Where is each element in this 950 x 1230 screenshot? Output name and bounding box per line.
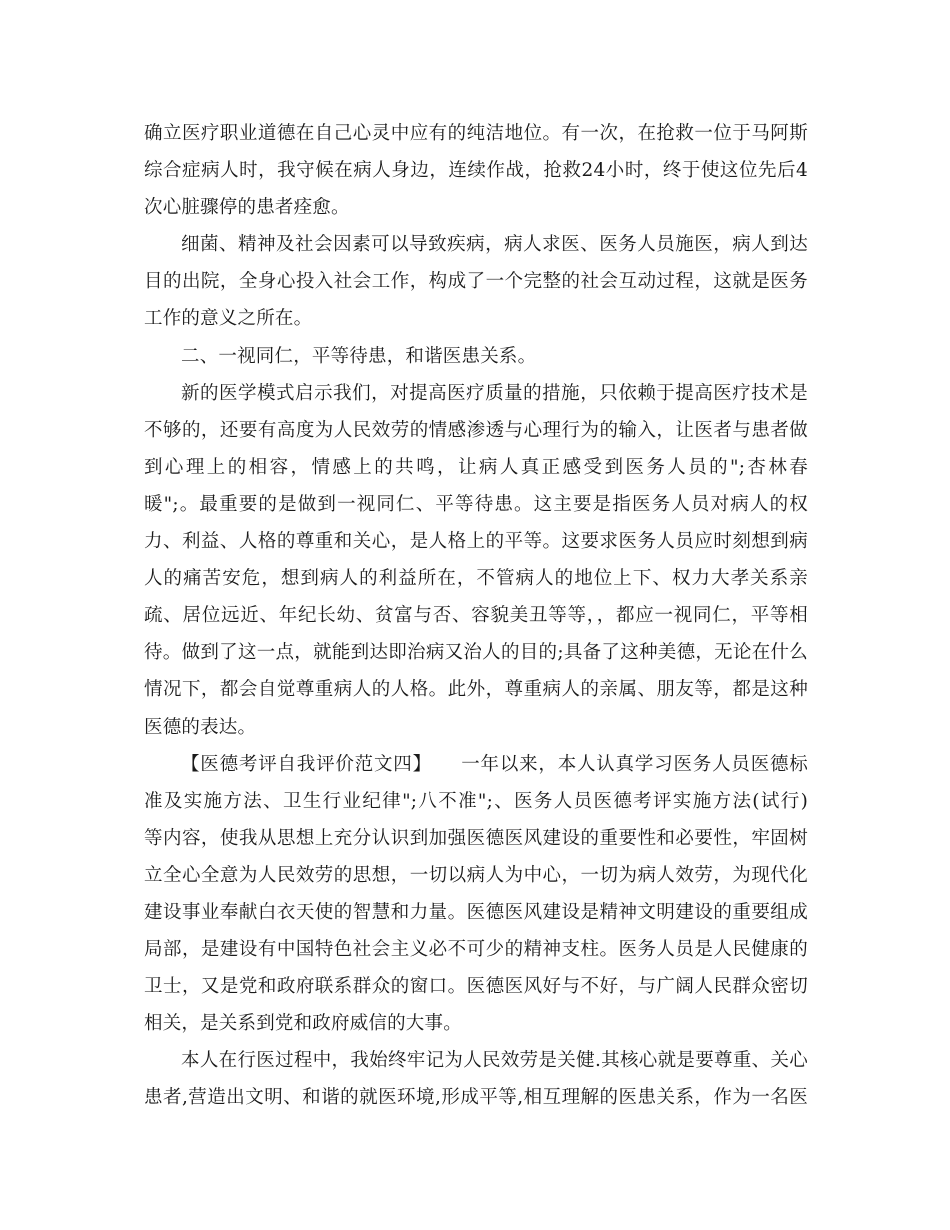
- text-line: 准及实施方法、卫生行业纪律";八不准";、医务人员医德考评实施方法(试行): [144, 790, 808, 812]
- text-line: 人的痛苦安危，想到病人的利益所在，不管病人的地位上下、权力大孝关系亲: [144, 568, 808, 590]
- text-line: 待。做到了这一点，就能到达即治病又治人的目的;具备了这种美德，无论在什么: [144, 642, 808, 664]
- text-line: 新的医学模式启示我们，对提高医疗质量的措施，只依赖于提高医疗技术是: [181, 382, 808, 404]
- text-line: 工作的意义之所在。: [144, 308, 313, 330]
- text-line: 立全心全意为人民效劳的思想，一切以病人为中心，一切为病人效劳，为现代化: [144, 864, 808, 886]
- text-line: 力、利益、人格的尊重和关心，是人格上的平等。这要求医务人员应时刻想到病: [144, 531, 808, 553]
- text-line: 确立医疗职业道德在自己心灵中应有的纯洁地位。有一次，在抢救一位于马阿斯: [144, 123, 808, 144]
- text-line: 卫士，又是党和政府联系群众的窗口。医德医风好与不好，与广阔人民群众密切: [144, 976, 808, 998]
- text-line: 等内容，使我从思想上充分认识到加强医德医风建设的重要性和必要性，牢固树: [144, 827, 808, 849]
- text-line: 不够的，还要有高度为人民效劳的情感渗透与心理行为的输入，让医者与患者做: [144, 419, 808, 441]
- text-line: 细菌、精神及社会因素可以导致疾病，病人求医、医务人员施医，病人到达: [181, 234, 808, 256]
- text-line: 疏、居位远近、年纪长幼、贫富与否、容貌美丑等等，，都应一视同仁，平等相: [144, 605, 808, 627]
- text-line: 局部，是建设有中国特色社会主义必不可少的精神支柱。医务人员是人民健康的: [144, 939, 808, 961]
- text-line: 患者,营造出文明、和谐的就医环境,形成平等,相互理解的医患关系，作为一名医: [144, 1087, 808, 1109]
- text-line: 暖";。最重要的是做到一视同仁、平等待患。这主要是指医务人员对病人的权: [144, 493, 808, 515]
- text-line: 【医德考评自我评价范文四】 一年以来，本人认真学习医务人员医德标: [181, 753, 808, 775]
- text-line: 综合症病人时，我守候在病人身边，连续作战，抢救24小时，终于使这位先后4: [144, 160, 808, 182]
- text-line: 建设事业奉献白衣天使的智慧和力量。医德医风建设是精神文明建设的重要组成: [144, 901, 808, 923]
- text-line: 医德的表达。: [144, 716, 257, 738]
- text-line: 本人在行医过程中，我始终牢记为人民效劳是关健.其核心就是要尊重、关心: [181, 1050, 808, 1072]
- section-heading: 二、一视同仁，平等待患，和谐医患关系。: [181, 345, 537, 367]
- text-line: 到心理上的相容，情感上的共鸣，让病人真正感受到医务人员的";杏林春: [144, 456, 808, 478]
- document-body: [144, 115, 808, 1117]
- text-line: 情况下，都会自觉尊重病人的人格。此外，尊重病人的亲属、朋友等，都是这种: [144, 679, 808, 701]
- text-line: 目的出院，全身心投入社会工作，构成了一个完整的社会互动过程，这就是医务: [144, 271, 808, 293]
- text-line: 相关，是关系到党和政府威信的大事。: [144, 1013, 462, 1035]
- text-line: 次心脏骤停的患者痊愈。: [144, 197, 350, 219]
